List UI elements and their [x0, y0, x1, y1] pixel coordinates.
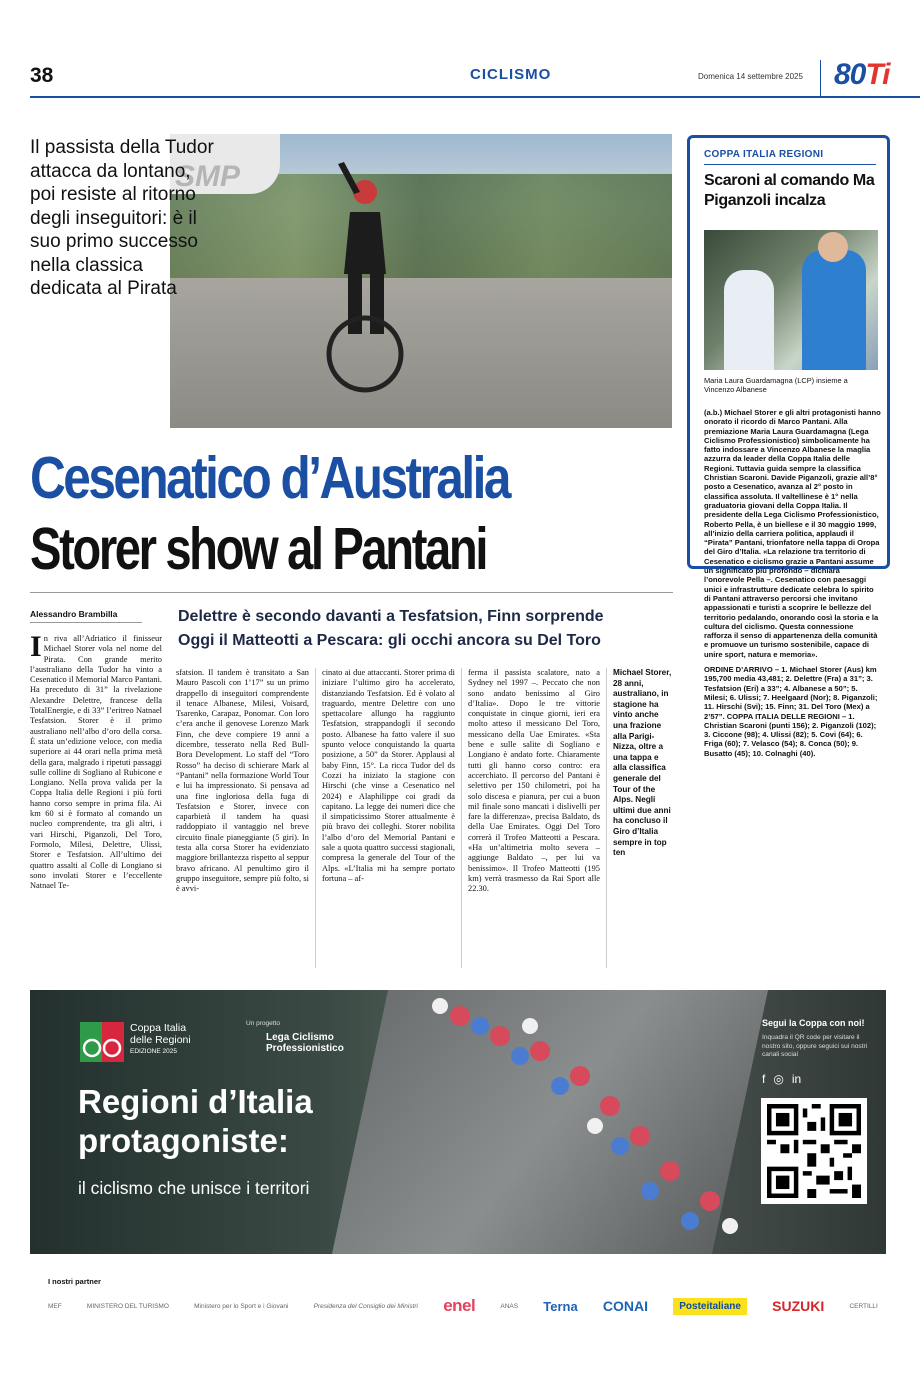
masthead-logo — [834, 58, 890, 92]
subhead-line-1: Delettre è secondo davanti a Tesfatsion, Finn sorprende — [178, 608, 604, 625]
photo-person-head — [818, 232, 848, 262]
partner-logo: Terna — [543, 1298, 578, 1314]
logo-main: 80 — [834, 58, 866, 91]
race-results: ORDINE D’ARRIVO – 1. Michael Storer (Aus) km 195,700 media 43,481; 2. Delettre (Fra) a 31”; 3. Tesfatsion (Eri) a 33”; 4. Albanese a 50”; 5. Milesi; 6. Ulissi; 7. Heelgaard (Nor); 8. Piganzoli; 11. Hirschi (Svi); 15. Finn; 31. Del Toro (Mex) a 2’57”. COPPA ITALIA DELLE REGIONI – 1. Christian Scaroni (punti 156); 2. Piganzoli (102); 3. Ciccone (98); 4. Ulissi (82); 5. Covi (64); 6. Friga (60); 7. Velasco (54); 8. Conca (50); 9. Busatto (45); 10. Colnaghi (40). — [704, 665, 878, 758]
peloton-illustration — [420, 996, 760, 1246]
article-column-4: ferma il passista scalatore, nato a Sydney nel 1997 –. Peccato che non sono andato benissimo al Giro d’Italia». Dopo le tre vittorie conquistate in cinque giorni, ieri era molto atteso il messicano Del Toro, messicano della Uae Emirates. «Sta bene e sulle salite di Sogliano e Longiano è andato forte. Chiaramente tutti gli hanno corso contro: era accerchiato. Il percorso del Pantani è selettivo per 150 chilometri, poi ha solo discesa e pianura, per cui a buon mil finale sono mancati i dislivelli per fare la differenza», precisa Baldato, ds della Uae Emirates. Oggi Del Toro correrà il Trofeo Matteotti a Pescara. «Ha un’altimetria molto severa – aggiunge Baldato –, per lui va benissimo». Il Trofeo Matteotti (195 km) verrà trasmesso da Rai Sport alle 22.30. — [468, 668, 600, 894]
photo-side-note: Michael Storer, 28 anni, australiano, in stagione ha vinto anche una frazione alla Parigi-Nizza, oltre a una tappa e alla classifica generale del Tour of the Alps. Negli ultimi due anni ha concluso il Giro d’Italia sempre in top ten — [613, 668, 672, 858]
page-header — [0, 0, 920, 100]
sidebox-title: Scaroni al comando Ma Piganzoli incalza — [704, 172, 875, 209]
partner-logo: ANAS — [500, 1302, 519, 1310]
lcp-line-1: Lega Ciclismo — [266, 1032, 334, 1043]
header-divider — [820, 60, 821, 96]
sidebox-photo — [704, 230, 878, 370]
lcp-line-2: Professionistico — [266, 1043, 344, 1054]
sidebox-rule — [704, 164, 876, 165]
headline-rule — [30, 592, 673, 593]
instagram-icon[interactable]: ◎ — [773, 1072, 784, 1086]
dropcap: I — [30, 630, 42, 663]
photo-person-woman — [724, 270, 774, 370]
partner-logo: Ministero per lo Sport e i Giovani — [194, 1302, 289, 1310]
facebook-icon[interactable]: f — [762, 1072, 766, 1086]
ad-follow-text: Inquadra il QR code per visitare il nostro sito, oppure seguici sui nostri canali social — [762, 1034, 868, 1058]
subhead-line-2: Oggi il Matteotti a Pescara: gli occhi ancora su Del Toro — [178, 632, 601, 649]
ad-follow-title: Segui la Coppa con noi! — [762, 1018, 865, 1028]
photo-blue-jersey — [802, 250, 866, 370]
ad-subline: il ciclismo che unisce i territori — [78, 1178, 310, 1198]
column-divider — [315, 668, 316, 968]
partner-logo: CERTILLI — [849, 1302, 878, 1310]
column-divider — [606, 668, 607, 968]
ad-headline-line-2: protagoniste: — [78, 1122, 289, 1159]
sidebox-coppa-italia — [687, 135, 890, 758]
article-column-1 — [30, 630, 162, 974]
linkedin-icon[interactable]: in — [791, 1072, 802, 1086]
sidebox-photo-caption: Maria Laura Guardamagna (LCP) insieme a Vincenzo Albanese — [704, 376, 848, 395]
coppa-italia-advert — [30, 990, 886, 1254]
partner-logo: Posteitaliane — [673, 1298, 747, 1315]
social-links — [762, 1072, 801, 1086]
partner-logos — [48, 1294, 878, 1318]
logo-accent: Ti — [865, 58, 890, 91]
article-column-1-text: n riva all’Adriatico il finisseur Michael Storer vola nel nome del Pirata. Con grande merito l’australiano della Tudor ha vinto a Cesenatico il Memorial Marco Pantani. Ha preceduto di 31” la rivelazione Alexandre Delettre, francese della TotalEnergie, e di 33” l’eritreo Natnael Tesfatsion. Storer è il primo australiano nell’albo d’oro della corsa. È stata un’edizione veloce, con media superiore ai 44 orari nella prima metà della gara, malgrado i ripetuti passaggi sulle colline di Sogliano al Rubicone e Longiano. Nella prova valida per la Coppa Italia delle Regioni i più forti hanno corso sempre in prima fila. Ai km 60 si è formato al comando un nucleo comprendente, tra gli altri, i vari Hirschi, Piganzoli, Del Toro, Formolo, Milesi, Delettre, Ulissi, Storer e Tesfatsion. All’ultimo dei quattro assalti al Colle di Longiano si sono involati Storer e l’eccellente Natnael Te- — [30, 634, 162, 891]
banner-text: SMP — [175, 160, 241, 193]
logo-line-1: Coppa Italia — [130, 1022, 187, 1034]
ad-headline-line-1: Regioni d’Italia — [78, 1083, 313, 1120]
sidebox-body-text: (a.b.) Michael Storer e gli altri protagonisti hanno onorato il ricordo di Marco Pantani. Alla premiazione Maria Laura Guardamagna (Lega Ciclismo Professionistico) simbolicamente ha fatto indossare a Vincenzo Albanese la maglia azzurra da leader della Coppa Italia delle Regioni. Tuttavia guida sempre la classifica Christian Scaroni. Davide Piganzoli, grazie all’8° posto a Cesenatico, avanza al 2° posto in classifica assoluta. Il valtellinese è 1° nella graduatoria giovani della Coppa Italia. Il presidente della Lega Ciclismo Professionistico, Roberto Pella, è un biellese e il 30 maggio 1999, all’inizio della carriera politica, applaudì il “Pirata” Pantani, trionfatore nella tappa di Oropa del Giro d’Italia. «La relazione tra territorio di Cesenatico e ciclismo grazie a Pantani assume un significato più profondo – dichiara l’onorevole Pella –. Cesenatico con paesaggi unici e infrastrutture dedicate celebra lo spirito di Pantani attraverso percorsi che invitano appassionati e turisti a scoprire le bellezze del territorio pedalando, onorando così la storia e la cultura del ciclismo. Questa connessione rafforza il senso di appartenenza della comunità e promuove un turismo sostenibile, capace di unire sport, natura e memoria». — [704, 408, 881, 659]
header-rule — [30, 96, 920, 98]
partner-logo: CONAI — [602, 1298, 649, 1314]
main-photo — [170, 134, 672, 428]
lcp-logo-text — [266, 1032, 344, 1054]
partner-logo: MEF — [48, 1302, 62, 1310]
coppa-italia-logo-icon — [80, 1022, 124, 1062]
logo-line-2: delle Regioni — [130, 1034, 191, 1046]
ad-headline — [78, 1082, 408, 1160]
subheadline — [178, 605, 604, 653]
photo-road — [170, 278, 672, 428]
article-column-2: sfatsion. Il tandem è transitato a San Mauro Pascoli con 1’17” su un primo drappello di inseguitori comprendente il tenace Albanese, Milesi, Voisard, Tsarenko, Carapaz, Ponomar. Con loro c’era anche il genovese Lorenzo Mark Finn, che deve compiere 19 anni a dicembre, tesserato nella Red Bull-Bora Development. Lo staff del “Toro Rosso” ha deciso di schierare Mark al “Pantani” nella formazione World Tour e lui ha impressionato. Si pensava ad una fine ingloriosa della fuga di Tesfatsion e Storer, invece con caparbietà il tandem ha quasi raddoppiato il vantaggio nel breve circuito finale pianeggiante (5 giri). In testa alla corsa Storer ha evidenziato maggiore brillantezza rispetto al seppur bravo africano. Al penultimo giro il gruppo inseguitore, sempre più folto, si è avvi- — [176, 668, 309, 894]
headline-line-1: Cesenatico d’Australia — [30, 445, 509, 511]
page-number: 38 — [30, 64, 54, 87]
qr-code-icon — [767, 1104, 861, 1198]
sidebox-body — [704, 408, 881, 758]
headline-line-2: Storer show al Pantani — [30, 516, 487, 582]
logo-edition: EDIZIONE 2025 — [130, 1048, 177, 1055]
partner-logo: MINISTERO DEL TURISMO — [86, 1302, 169, 1310]
lcp-kicker: Un progetto — [246, 1020, 280, 1027]
sidebox-kicker: COPPA ITALIA REGIONI — [704, 149, 824, 160]
rider-figure — [320, 164, 410, 394]
coppa-italia-logo-text — [130, 1022, 191, 1058]
partner-logo: Presidenza del Consiglio dei Ministri — [313, 1302, 418, 1310]
column-divider — [461, 668, 462, 968]
qr-code[interactable] — [761, 1098, 867, 1204]
partner-logo: enel — [443, 1296, 476, 1315]
section-name: CICLISMO — [470, 66, 552, 83]
author-rule — [30, 622, 142, 623]
partner-logo: SUZUKI — [772, 1298, 825, 1314]
issue-date: Domenica 14 settembre 2025 — [698, 72, 803, 81]
author-byline: Alessandro Brambilla — [30, 609, 118, 619]
article-column-3: cinato ai due attaccanti. Storer prima di iniziare l’ultimo giro ha accelerato, distanziando Tesfatsion. Ed è volato al traguardo, mentre Delettre con uno spettacolare allungo ha raggiunto Tesfatsion, strappandogli il secondo posto. Albanese ha fatto valere il suo spunto veloce conquistando la quarta posizione, a 50” da Storer. Applausi al baby Finn, 15°. La ricca Tudor del ds Cozzi ha iniziato la stagione con Hirschi (che vinse a Cesenatico nel 2024) e Alaphilippe coi gradi da capitano. La legge dei numeri dice che il simpaticissimo Storer attualmente è più bravo dei colleghi. Storer nobilita l’albo d’oro del Memorial Pantani e sale a quota quattro successi stagionali, compresa la generale del Tour of the Alps. «L’Italia mi ha sempre portato fortuna – af- — [322, 668, 455, 883]
partners-label: I nostri partner — [48, 1277, 101, 1286]
photo-caption-overlay: Il passista della Tudor attacca da lontano, poi resiste al ritorno degli inseguitori: è il suo primo successo nella classica dedicata al Pirata — [30, 137, 214, 299]
